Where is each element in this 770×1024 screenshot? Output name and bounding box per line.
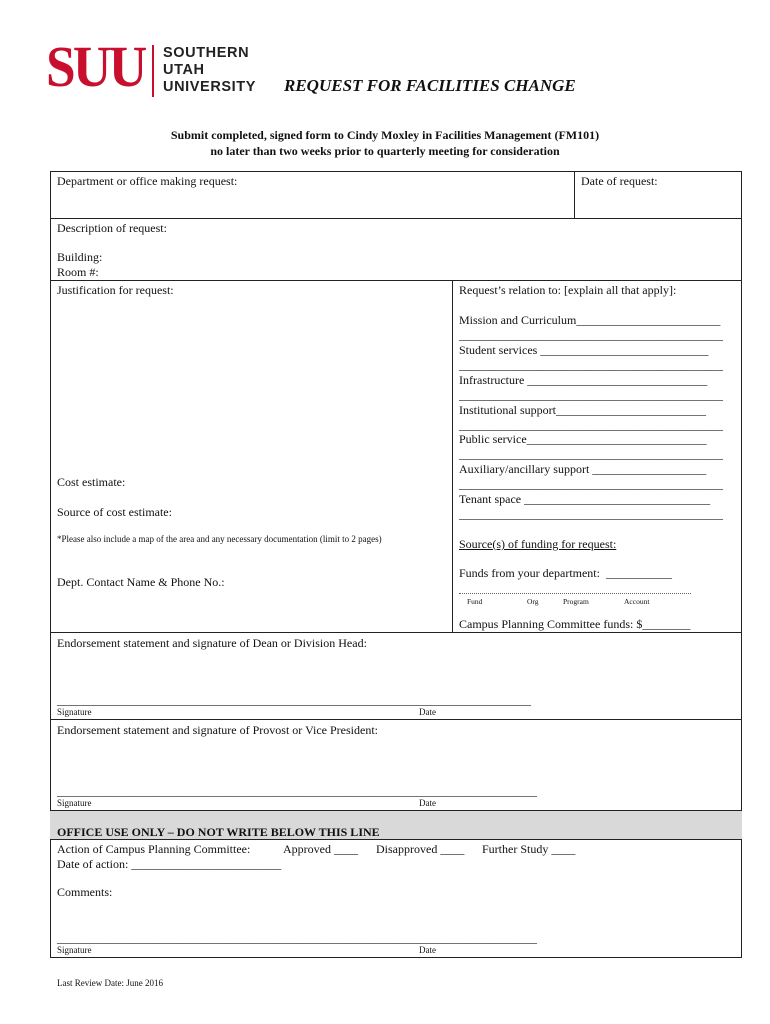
relation-infrastructure: Infrastructure ______________________________ xyxy=(459,373,708,387)
divider xyxy=(50,218,742,219)
cpc-funds: Campus Planning Committee funds: $________ xyxy=(459,617,691,631)
signature-line: _______________________________________________________________________________ xyxy=(57,693,531,707)
cost-estimate-label: Cost estimate: xyxy=(57,475,126,489)
date-of-action: Date of action: _________________________ xyxy=(57,857,282,871)
endorsement-dean-label: Endorsement statement and signature of Dean or Division Head: xyxy=(57,636,367,650)
logo-line-3: UNIVERSITY xyxy=(163,79,257,95)
divider xyxy=(50,719,742,720)
logo-line-2: UTAH xyxy=(163,62,205,78)
signature-caption: Signature xyxy=(57,707,92,717)
approved-option: Approved ____ xyxy=(283,842,358,856)
documentation-note: *Please also include a map of the area and any necessary documentation (limit to 2 pages) xyxy=(57,534,382,544)
relation-blank-line: ____________________________________________ xyxy=(459,447,723,461)
relation-blank-line: ____________________________________________ xyxy=(459,388,723,402)
date-of-request-label: Date of request: xyxy=(581,174,658,188)
signature-line: ________________________________________________________________________________ xyxy=(57,784,537,798)
divider xyxy=(452,280,453,632)
relation-institutional-support: Institutional support_________________________ xyxy=(459,403,706,417)
relation-mission: Mission and Curriculum________________________ xyxy=(459,313,721,327)
divider xyxy=(574,171,575,218)
further-study-option: Further Study ____ xyxy=(482,842,576,856)
logo-wordmark xyxy=(163,45,256,96)
logo-divider xyxy=(152,45,154,97)
funding-header: Source(s) of funding for request: xyxy=(459,537,617,551)
relations-header: Request’s relation to: [explain all that apply]: xyxy=(459,283,677,297)
fund-col-program: Program xyxy=(563,597,589,606)
signature-caption: Signature xyxy=(57,945,92,955)
fund-col-org: Org xyxy=(527,597,539,606)
building-label: Building: xyxy=(57,250,103,264)
relation-blank-line: ____________________________________________ xyxy=(459,418,723,432)
fund-col-fund: Fund xyxy=(467,597,483,606)
instruction-line-2: no later than two weeks prior to quarterly meeting for consideration xyxy=(210,144,560,158)
room-label: Room #: xyxy=(57,265,99,279)
divider xyxy=(50,839,742,840)
funds-department: Funds from your department: ___________ xyxy=(459,566,672,580)
date-caption: Date xyxy=(419,945,436,955)
logo-line-1: SOUTHERN xyxy=(163,45,250,61)
justification-label: Justification for request: xyxy=(57,283,174,297)
fund-col-account: Account xyxy=(624,597,650,606)
description-label: Description of request: xyxy=(57,221,167,235)
relation-tenant-space: Tenant space _______________________________ xyxy=(459,492,711,506)
relation-blank-line: ____________________________________________ xyxy=(459,328,723,342)
instruction-line-1: Submit completed, signed form to Cindy Moxley in Facilities Management (FM101) xyxy=(170,128,600,142)
fund-code-line xyxy=(459,593,691,594)
signature-line: ________________________________________________________________________________ xyxy=(57,931,537,945)
date-caption: Date xyxy=(419,798,436,808)
last-review-date: Last Review Date: June 2016 xyxy=(57,978,163,988)
divider xyxy=(50,810,742,811)
relation-public-service: Public service______________________________ xyxy=(459,432,707,446)
relation-blank-line: ____________________________________________ xyxy=(459,507,723,521)
endorsement-provost-label: Endorsement statement and signature of Provost or Vice President: xyxy=(57,723,378,737)
relation-blank-line: ____________________________________________ xyxy=(459,477,723,491)
disapproved-option: Disapproved ____ xyxy=(376,842,465,856)
relation-auxiliary: Auxiliary/ancillary support ___________________ xyxy=(459,462,707,476)
divider xyxy=(50,280,742,281)
cost-source-label: Source of cost estimate: xyxy=(57,505,172,519)
signature-caption: Signature xyxy=(57,798,92,808)
divider xyxy=(50,632,742,633)
comments-label: Comments: xyxy=(57,885,113,899)
relation-blank-line: ____________________________________________ xyxy=(459,358,723,372)
logo-mark: SUU xyxy=(46,34,145,99)
form-title: REQUEST FOR FACILITIES CHANGE xyxy=(284,76,576,95)
cpc-action-label: Action of Campus Planning Committee: xyxy=(57,842,251,856)
office-use-header: OFFICE USE ONLY – DO NOT WRITE BELOW THIS LINE xyxy=(57,825,380,839)
relation-student-services: Student services ____________________________ xyxy=(459,343,709,357)
contact-label: Dept. Contact Name & Phone No.: xyxy=(57,575,225,589)
department-label: Department or office making request: xyxy=(57,174,238,188)
date-caption: Date xyxy=(419,707,436,717)
